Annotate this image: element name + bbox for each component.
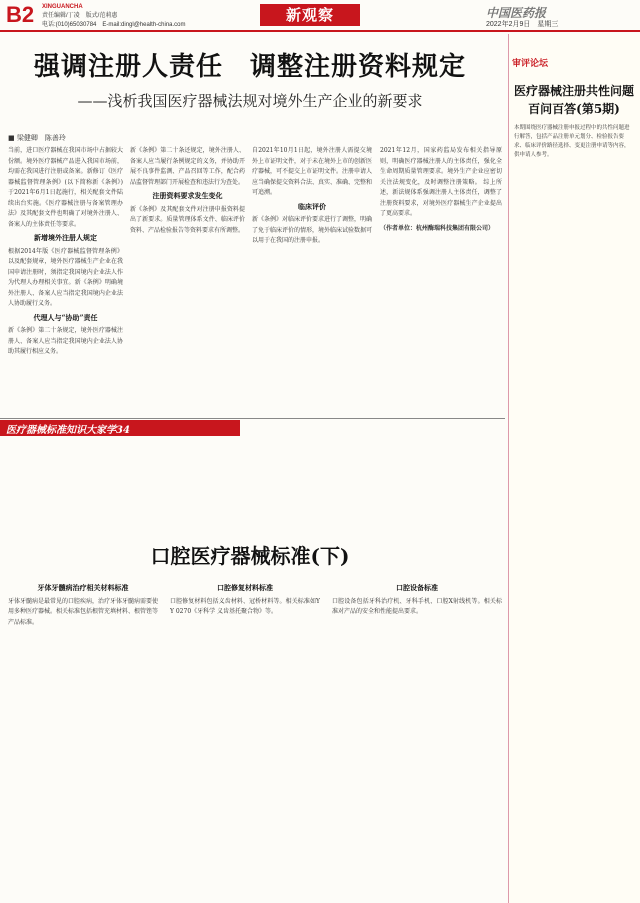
feature-col1-text: 牙体牙髓病是最常见的口腔疾病，治疗牙体牙髓病需要使用多种医疗器械。相关标准包括根管充填材料、根管锉等产品标准。 [8, 597, 158, 626]
col4-text: 2021年12月，国家药监局发布相关指导原则，明确医疗器械注册人的主体责任，强化全生命周期质量管理要求。境外生产企业应密切关注法规变化，及时调整注册策略。 [380, 147, 502, 186]
sidebar-tag: 审评论坛 [512, 59, 549, 69]
page-header [0, 0, 640, 30]
col1-text-b: 根据2014年版《医疗器械监督管理条例》以及配套规章，境外医疗器械生产企业在我国申请注册时，须指定我国境内企业法人作为代理人办理相关事宜。新《条例》明确境外注册人、备案人应当指定我国境内企业法人协助履行义务。 [8, 247, 123, 307]
header-phone: 电话:(010)65030784 E-mail:dingl@health-china.com [42, 22, 186, 28]
feature-col3-text: 口腔设备包括牙科治疗机、牙科手机、口腔X射线机等。相关标准对产品的安全和性能提出要求。 [332, 597, 502, 615]
col2-text-b: 新《条例》及其配套文件对注册申报资料提出了新要求。质量管理体系文件、临床评价资料、产品检验报告等资料要求有所调整。 [130, 205, 245, 234]
feature-col1-heading: 牙体牙髓病治疗相关材料标准 [37, 583, 129, 592]
sidebar-subtitle: 百问百答(第5期) [528, 102, 620, 116]
col1-heading-2: 代理人与“协助”责任 [33, 312, 98, 322]
col1-text: 当前，进口医疗器械在我国市场中占据较大份额。境外医疗器械产品进入我国市场前，均需在我国进行注册或备案。新修订《医疗器械监督管理条例》(以下简称新《条例》)于2021年6月1日起施行，相关配套文件陆续出台实施。《医疗器械注册与备案管理办法》及其配套文件也明确了对境外注册人、备案人的主体责任等要求。 [8, 147, 123, 228]
feature-column-2 [170, 580, 320, 890]
sidebar-text: 本期围绕医疗器械注册申报过程中的共性问题进行解答，包括产品注册单元划分、检验报告要求、临床评价路径选择、变更注册申请等内容，供申请人参考。 [514, 125, 630, 158]
col3-text-b: 新《条例》对临床评价要求进行了调整，明确了免于临床评价的情形，境外临床试验数据可以用于在我国的注册申报。 [252, 216, 372, 244]
author-affiliation: （作者单位：杭州酶瑞科技集团有限公司） [380, 224, 495, 232]
newspaper-brand: 中国医药报 [486, 6, 547, 20]
col3-heading: 临床评价 [298, 201, 326, 211]
sidebar-title: 医疗器械注册共性问题 [513, 84, 634, 98]
col3-text: 自2021年10月1日起，境外注册人需提交境外上市证明文件，对于未在境外上市的创新医疗器械，可不提交上市证明文件。注册申请人应当确保提交资料合法、真实、准确、完整和可追溯。 [252, 147, 372, 196]
header-info [42, 3, 186, 30]
article-column-3 [252, 146, 372, 416]
article-byline: ■ 梁健卿 陈善玲 [8, 134, 66, 142]
article-column-4 [380, 146, 502, 416]
article-title: 强调注册人责任 调整注册资料规定 [33, 52, 466, 82]
section-title: 新观察 [260, 4, 360, 26]
article-subtitle: ——浅析我国医疗器械法规对境外生产企业的新要求 [77, 92, 423, 110]
feature-title: 口腔医疗器械标准(下) [150, 544, 350, 568]
article-column-2 [130, 146, 245, 416]
header-rule [0, 30, 640, 32]
feature-column-3 [332, 580, 502, 890]
page-code: B2 [6, 2, 35, 27]
section-divider [0, 418, 505, 419]
article-column-1 [8, 146, 123, 416]
issue-date: 2022年2月9日 星期三 [486, 21, 559, 28]
col2-text: 新《条例》第二十条还规定，境外注册人、备案人应当履行条例规定的义务，并协助开展不良事件监测、产品召回等工作，配合药品监督管理部门开展检查和违法行为查处。 [130, 147, 245, 186]
header-editor: 责任编辑/丁凌 版式/范莉惠 [42, 13, 118, 19]
feature-col2-text: 口腔修复材料包括义齿材料、冠桥材料等。相关标准如YY 0270《牙科学 义齿基托聚合物》等。 [170, 597, 320, 615]
col4-text-b: 综上所述，新法规体系强调注册人主体责任，调整了注册资料要求，对境外医疗器械生产企业提出了更高要求。 [380, 178, 502, 217]
col1-heading-1: 新增境外注册人规定 [34, 233, 97, 242]
header-pinyin: XINGUANCHA [42, 4, 83, 10]
feature-col3-heading: 口腔设备标准 [396, 583, 438, 592]
col1-text-c: 新《条例》第二十条规定，境外医疗器械注册人、备案人应当指定我国境内企业法人协助其履行相应义务。 [8, 327, 123, 355]
feature-column-1 [8, 580, 158, 890]
feature-col2-heading: 口腔修复材料标准 [217, 583, 273, 592]
col2-heading: 注册资料要求发生变化 [152, 191, 223, 200]
feature-banner-text: 医疗器械标准知识大家学34 [6, 425, 130, 436]
